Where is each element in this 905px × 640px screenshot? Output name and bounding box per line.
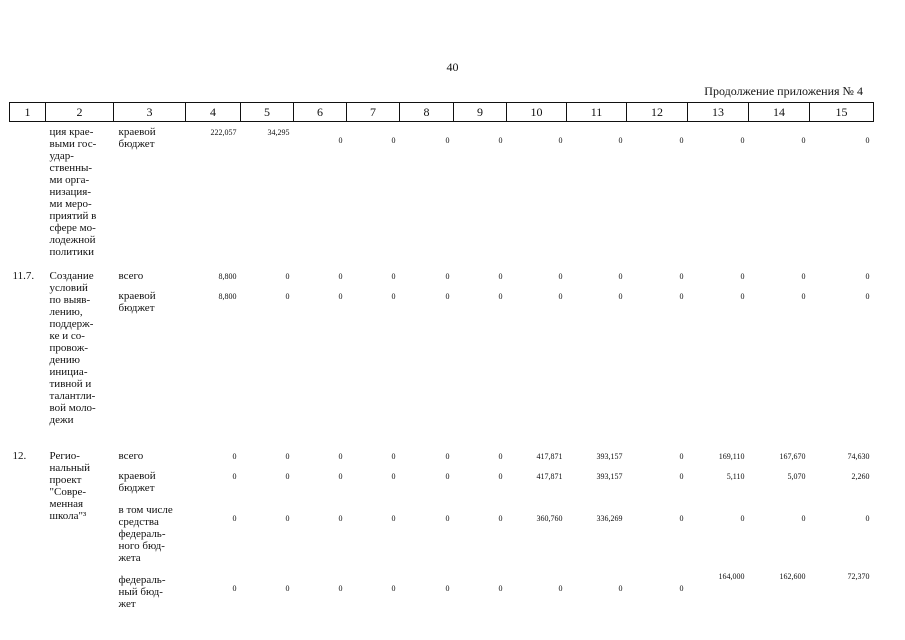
measure-name-line: поддерж- bbox=[49, 318, 94, 330]
column-header: 10 bbox=[507, 103, 567, 122]
table-body bbox=[10, 122, 874, 615]
measure-name-line: Создание bbox=[49, 270, 94, 282]
funding-source-line: в том числе bbox=[118, 504, 173, 516]
funding-source-line: средства bbox=[118, 516, 159, 528]
measure-name-line: школа"³ bbox=[49, 510, 87, 522]
value-cell: 0 bbox=[498, 292, 503, 301]
value-cell: 0 bbox=[391, 136, 396, 145]
table-row bbox=[10, 286, 874, 446]
row-number bbox=[10, 122, 46, 267]
value-cell: 0 bbox=[338, 472, 343, 481]
value-cell: 169,110 bbox=[718, 452, 745, 461]
value-cell: 417,871 bbox=[536, 452, 563, 461]
measure-name-line: ственны- bbox=[49, 162, 93, 174]
value-cell: 0 bbox=[285, 584, 290, 593]
value-cell: 0 bbox=[285, 452, 290, 461]
measure-name bbox=[46, 122, 114, 267]
measure-name-line: дению bbox=[49, 354, 80, 366]
column-header: 1 bbox=[10, 103, 46, 122]
funding-source-line: всего bbox=[118, 270, 144, 282]
measure-name bbox=[46, 446, 114, 614]
column-header: 8 bbox=[400, 103, 454, 122]
measure-name-line: нальный bbox=[49, 462, 91, 474]
measure-name-line: менная bbox=[49, 498, 84, 510]
value-cell: 0 bbox=[391, 584, 396, 593]
value-cell: 0 bbox=[865, 272, 870, 281]
page-number: 40 bbox=[446, 60, 459, 74]
value-cell: 0 bbox=[232, 472, 237, 481]
measure-name-line: инициа- bbox=[49, 366, 88, 378]
value-cell: 336,269 bbox=[596, 514, 623, 523]
value-cell: 0 bbox=[679, 292, 684, 301]
value-cell: 0 bbox=[865, 292, 870, 301]
funding-source bbox=[114, 122, 186, 267]
value-cell: 0 bbox=[740, 272, 745, 281]
column-header: 3 bbox=[114, 103, 186, 122]
measure-name-line: по выяв- bbox=[49, 294, 91, 306]
value-cell: 393,157 bbox=[596, 472, 623, 481]
value-cell: 0 bbox=[232, 514, 237, 523]
value-cell: 417,871 bbox=[536, 472, 563, 481]
value-cell: 0 bbox=[558, 136, 563, 145]
value-cell: 0 bbox=[391, 452, 396, 461]
budget-table bbox=[9, 102, 874, 614]
measure-name-line: Регио- bbox=[49, 450, 80, 462]
value-cell: 0 bbox=[445, 514, 450, 523]
value-cell: 8,800 bbox=[218, 272, 237, 281]
column-header: 4 bbox=[186, 103, 241, 122]
measure-name-line: приятий в bbox=[49, 210, 97, 222]
value-cell: 0 bbox=[618, 292, 623, 301]
value-cell: 0 bbox=[801, 272, 806, 281]
measure-name-line: ке и со- bbox=[49, 330, 85, 342]
value-cell: 393,157 bbox=[596, 452, 623, 461]
value-cell: 0 bbox=[391, 292, 396, 301]
value-cell: 0 bbox=[558, 584, 563, 593]
measure-name-line: "Совре- bbox=[49, 486, 87, 498]
value-cell: 74,630 bbox=[847, 452, 870, 461]
value-cell: 0 bbox=[679, 136, 684, 145]
column-header: 14 bbox=[749, 103, 810, 122]
value-cell: 0 bbox=[679, 452, 684, 461]
column-header: 2 bbox=[46, 103, 114, 122]
value-cell: 0 bbox=[445, 472, 450, 481]
measure-name-line: удар- bbox=[49, 150, 74, 162]
value-cell: 0 bbox=[338, 452, 343, 461]
table-row bbox=[10, 446, 874, 466]
value-cell: 0 bbox=[740, 136, 745, 145]
value-cell: 2,260 bbox=[851, 472, 870, 481]
value-cell: 0 bbox=[865, 514, 870, 523]
measure-name-line: лодежной bbox=[49, 234, 96, 246]
value-cell: 0 bbox=[285, 514, 290, 523]
value-cell: 0 bbox=[445, 292, 450, 301]
value-cell: 0 bbox=[498, 452, 503, 461]
value-cell: 0 bbox=[801, 136, 806, 145]
value-cell: 0 bbox=[558, 292, 563, 301]
table-row bbox=[10, 266, 874, 286]
value-cell: 0 bbox=[391, 272, 396, 281]
value-cell: 0 bbox=[865, 136, 870, 145]
table-row bbox=[10, 122, 874, 267]
measure-name-line: условий bbox=[49, 282, 88, 294]
value-cell: 0 bbox=[285, 272, 290, 281]
funding-source bbox=[114, 500, 186, 570]
measure-name-line: проект bbox=[49, 474, 82, 486]
value-cell: 0 bbox=[679, 584, 684, 593]
value-cell: 0 bbox=[445, 452, 450, 461]
value-cell: 0 bbox=[558, 272, 563, 281]
measure-name-line: низация- bbox=[49, 186, 91, 198]
value-cell: 0 bbox=[740, 292, 745, 301]
row-number: 12. bbox=[12, 450, 27, 462]
value-cell: 0 bbox=[679, 272, 684, 281]
measure-name-line: ция крае- bbox=[49, 126, 94, 138]
funding-source bbox=[114, 266, 186, 286]
value-cell: 0 bbox=[391, 472, 396, 481]
table-row bbox=[10, 570, 874, 614]
funding-source-line: федераль- bbox=[118, 528, 166, 540]
column-header: 7 bbox=[347, 103, 400, 122]
value-cell: 0 bbox=[391, 514, 396, 523]
value-cell: 5,110 bbox=[726, 472, 745, 481]
measure-name-line: сфере мо- bbox=[49, 222, 96, 234]
value-cell: 167,670 bbox=[779, 452, 806, 461]
measure-name-line: ми меро- bbox=[49, 198, 92, 210]
column-header: 12 bbox=[627, 103, 688, 122]
funding-source-line: бюджет bbox=[118, 138, 155, 150]
value-cell: 0 bbox=[679, 514, 684, 523]
value-cell: 0 bbox=[498, 136, 503, 145]
value-cell: 0 bbox=[679, 472, 684, 481]
funding-source bbox=[114, 570, 186, 614]
value-cell: 0 bbox=[445, 272, 450, 281]
value-cell: 0 bbox=[285, 472, 290, 481]
funding-source-line: жета bbox=[118, 552, 141, 564]
value-cell: 0 bbox=[338, 584, 343, 593]
value-cell: 0 bbox=[445, 584, 450, 593]
measure-name-line: талантли- bbox=[49, 390, 96, 402]
appendix-caption: Продолжение приложения № 4 bbox=[704, 84, 863, 98]
value-cell: 0 bbox=[338, 272, 343, 281]
value-cell: 0 bbox=[498, 272, 503, 281]
value-cell: 0 bbox=[740, 514, 745, 523]
funding-source-line: краевой bbox=[118, 126, 156, 138]
column-header: 9 bbox=[454, 103, 507, 122]
value-cell: 0 bbox=[232, 584, 237, 593]
funding-source bbox=[114, 286, 186, 446]
measure-name-line: выми гос- bbox=[49, 138, 97, 150]
value-cell: 0 bbox=[232, 452, 237, 461]
measure-name-line: провож- bbox=[49, 342, 88, 354]
header-row bbox=[10, 103, 874, 122]
value-cell: 0 bbox=[618, 584, 623, 593]
value-cell: 72,370 bbox=[847, 572, 870, 581]
value-cell: 0 bbox=[338, 514, 343, 523]
value-cell: 8,800 bbox=[218, 292, 237, 301]
funding-source-line: бюджет bbox=[118, 302, 155, 314]
measure-name-line: лению, bbox=[49, 306, 83, 318]
measure-name-line: вой моло- bbox=[49, 402, 96, 414]
funding-source-line: краевой bbox=[118, 470, 156, 482]
measure-name-line: ми орга- bbox=[49, 174, 90, 186]
column-header: 15 bbox=[810, 103, 874, 122]
funding-source-line: всего bbox=[118, 450, 144, 462]
value-cell: 34,295 bbox=[267, 128, 290, 137]
column-header: 11 bbox=[567, 103, 627, 122]
value-cell: 0 bbox=[498, 584, 503, 593]
value-cell: 0 bbox=[338, 292, 343, 301]
funding-source-line: ный бюд- bbox=[118, 586, 163, 598]
value-cell: 162,600 bbox=[779, 572, 806, 581]
measure-name bbox=[46, 266, 114, 446]
value-cell: 0 bbox=[285, 292, 290, 301]
measure-name-line: дежи bbox=[49, 414, 74, 426]
value-cell: 0 bbox=[801, 514, 806, 523]
column-header: 5 bbox=[241, 103, 294, 122]
funding-source bbox=[114, 466, 186, 500]
funding-source-line: краевой bbox=[118, 290, 156, 302]
funding-source bbox=[114, 446, 186, 466]
measure-name-line: политики bbox=[49, 246, 95, 258]
value-cell: 222,057 bbox=[210, 128, 237, 137]
measure-name-line: тивной и bbox=[49, 378, 92, 390]
funding-source-line: ного бюд- bbox=[118, 540, 165, 552]
value-cell: 0 bbox=[498, 472, 503, 481]
table-row bbox=[10, 466, 874, 500]
value-cell: 360,760 bbox=[536, 514, 563, 523]
value-cell: 164,000 bbox=[718, 572, 745, 581]
value-cell: 0 bbox=[618, 272, 623, 281]
row-number: 11.7. bbox=[12, 270, 35, 282]
value-cell: 5,070 bbox=[787, 472, 806, 481]
value-cell: 0 bbox=[445, 136, 450, 145]
table-row bbox=[10, 500, 874, 570]
funding-source-line: федераль- bbox=[118, 574, 166, 586]
value-cell: 0 bbox=[618, 136, 623, 145]
value-cell: 0 bbox=[801, 292, 806, 301]
column-header: 6 bbox=[294, 103, 347, 122]
value-cell: 0 bbox=[338, 136, 343, 145]
value-cell: 0 bbox=[498, 514, 503, 523]
funding-source-line: жет bbox=[118, 598, 136, 610]
column-header: 13 bbox=[688, 103, 749, 122]
funding-source-line: бюджет bbox=[118, 482, 155, 494]
